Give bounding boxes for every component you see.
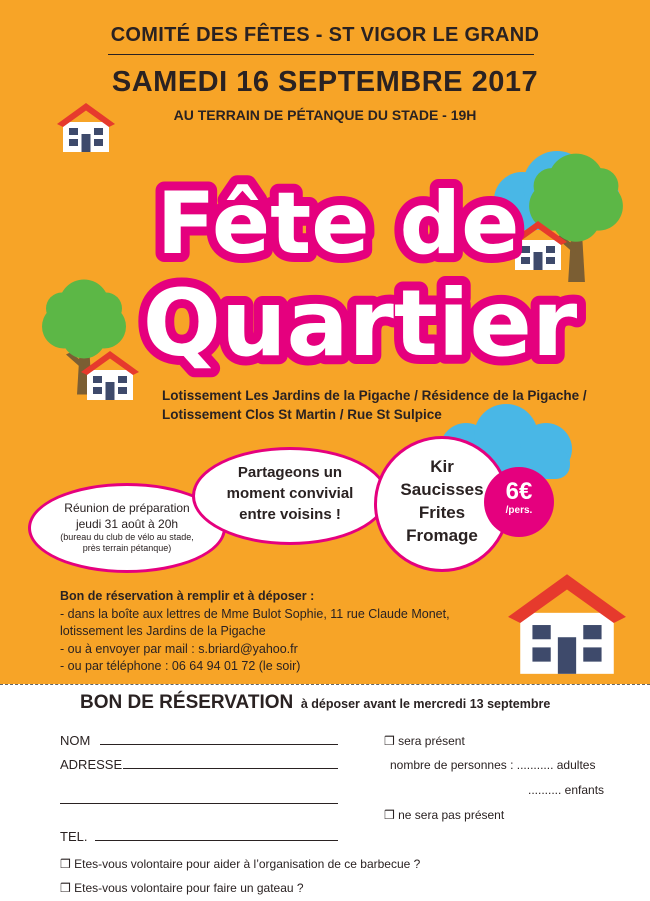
form-title: BON DE RÉSERVATION (80, 692, 294, 713)
nom-field[interactable] (100, 744, 338, 745)
reservation-info-line: lotissement les Jardins de la Pigache (60, 624, 266, 638)
event-date: SAMEDI 16 SEPTEMBRE 2017 (111, 66, 539, 98)
tel-field[interactable] (95, 840, 338, 841)
meeting-location-1: (bureau du club de vélo au stade, (60, 532, 194, 542)
form-subtitle: à déposer avant le mercredi 13 septembre (300, 697, 551, 711)
volunteer-bbq-option[interactable] (60, 857, 420, 871)
tel-label: TEL. (60, 829, 88, 844)
volunteer-cake-option[interactable] (60, 881, 304, 895)
event-title (120, 165, 590, 380)
title-line-2: Quartier (142, 270, 578, 377)
neighborhoods (162, 386, 632, 424)
adresse-field-line-2[interactable] (60, 803, 338, 804)
bubble-line-2: moment convivial (226, 485, 354, 502)
organizer: COMITÉ DES FÊTES - ST VIGOR LE GRAND (110, 24, 540, 46)
meeting-location-2: près terrain pétanque) (82, 543, 172, 553)
checkbox-icon[interactable]: ❒ (384, 734, 395, 748)
title-line-1: Fête de (156, 174, 520, 274)
adresse-label: ADRESSE (60, 757, 123, 772)
menu-item: Frites (418, 503, 466, 522)
nom-label: NOM (60, 733, 91, 748)
form-title-row (80, 692, 550, 714)
meeting-date: jeudi 31 août à 20h (75, 517, 179, 531)
speech-bubble (192, 447, 388, 545)
neighborhoods-line-2: Lotissement Clos St Martin / Rue St Sulpice (162, 407, 442, 422)
absent-label: ne sera pas présent (398, 808, 505, 822)
bubble-line-3: entre voisins ! (239, 506, 341, 523)
checkbox-icon[interactable]: ❒ (60, 881, 71, 895)
neighborhoods-line-1: Lotissement Les Jardins de la Pigache / Résidence de la Pigache / (162, 388, 587, 403)
header-divider (108, 54, 534, 55)
volunteer-bbq-label: Etes-vous volontaire pour aider à l’organisation de ce barbecue ? (74, 857, 421, 871)
reservation-info (60, 588, 520, 676)
reservation-info-line: - dans la boîte aux lettres de Mme Bulot Sophie, 11 rue Claude Monet, (60, 606, 450, 621)
adresse-field[interactable] (123, 768, 338, 769)
price-amount: 6€ (505, 478, 533, 505)
persons-count: nombre de personnes : ........... adultes (390, 758, 596, 772)
absent-option[interactable] (384, 808, 504, 822)
checkbox-icon[interactable]: ❒ (384, 808, 395, 822)
reservation-info-line: - ou à envoyer par mail : s.briard@yahoo.fr (60, 641, 298, 656)
event-venue: AU TERRAIN DE PÉTANQUE DU STADE - 19H (173, 107, 477, 123)
present-option[interactable] (384, 734, 465, 748)
cut-line (0, 684, 650, 685)
meeting-title: Réunion de préparation (64, 501, 190, 515)
price-unit: /pers. (505, 505, 533, 516)
reservation-info-heading: Bon de réservation à remplir et à déposer : (60, 589, 315, 603)
reservation-info-line: - ou par téléphone : 06 64 94 01 72 (le soir) (60, 659, 301, 673)
bubble-line-1: Partageons un (237, 464, 343, 481)
checkbox-icon[interactable]: ❒ (60, 857, 71, 871)
house-top-left (56, 97, 116, 157)
menu-item: Fromage (406, 526, 478, 545)
present-label: sera présent (398, 734, 465, 748)
price-badge (484, 467, 554, 537)
menu-item: Kir (430, 457, 454, 476)
menu-item: Saucisses (400, 480, 484, 499)
house-bottom-right (506, 567, 628, 679)
volunteer-cake-label: Etes-vous volontaire pour faire un gateau ? (74, 881, 304, 895)
children-count: .......... enfants (528, 783, 605, 797)
